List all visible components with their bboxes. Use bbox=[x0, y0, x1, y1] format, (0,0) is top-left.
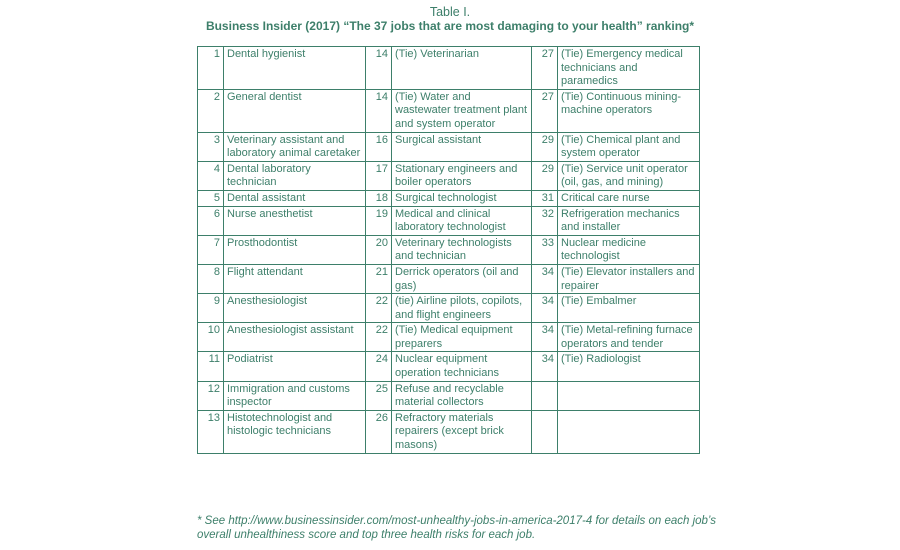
job-cell: (Tie) Continuous mining-machine operators bbox=[558, 89, 700, 132]
rank-cell: 6 bbox=[198, 206, 224, 235]
table-row bbox=[198, 352, 700, 381]
ranking-table bbox=[197, 46, 700, 454]
job-cell: Refrigeration mechanics and installer bbox=[558, 206, 700, 235]
job-cell: (Tie) Medical equipment preparers bbox=[392, 323, 532, 352]
table-row bbox=[198, 235, 700, 264]
rank-cell: 1 bbox=[198, 47, 224, 90]
rank-cell: 22 bbox=[366, 294, 392, 323]
job-cell: (Tie) Water and wastewater treatment plant and system operator bbox=[392, 89, 532, 132]
job-cell: Refractory materials repairers (except brick masons) bbox=[392, 410, 532, 453]
job-cell: Veterinary assistant and laboratory animal caretaker bbox=[224, 132, 366, 161]
job-cell: Nuclear equipment operation technicians bbox=[392, 352, 532, 381]
job-cell: (tie) Airline pilots, copilots, and flight engineers bbox=[392, 294, 532, 323]
cutoff-text-line bbox=[197, 544, 697, 550]
rank-cell: 10 bbox=[198, 323, 224, 352]
rank-cell: 14 bbox=[366, 89, 392, 132]
table-row bbox=[198, 47, 700, 90]
rank-cell: 4 bbox=[198, 161, 224, 190]
rank-cell: 11 bbox=[198, 352, 224, 381]
rank-cell: 21 bbox=[366, 264, 392, 293]
job-cell: Surgical technologist bbox=[392, 190, 532, 206]
table-title: Business Insider (2017) “The 37 jobs that are most damaging to your health” ranking* bbox=[205, 19, 695, 33]
rank-cell: 17 bbox=[366, 161, 392, 190]
rank-cell: 8 bbox=[198, 264, 224, 293]
table-row bbox=[198, 132, 700, 161]
table-row bbox=[198, 323, 700, 352]
rank-cell: 26 bbox=[366, 410, 392, 453]
job-cell: (Tie) Radiologist bbox=[558, 352, 700, 381]
rank-cell: 18 bbox=[366, 190, 392, 206]
rank-cell: 5 bbox=[198, 190, 224, 206]
rank-cell: 29 bbox=[532, 132, 558, 161]
rank-cell: 22 bbox=[366, 323, 392, 352]
rank-cell: 34 bbox=[532, 264, 558, 293]
job-cell: Nuclear medicine technologist bbox=[558, 235, 700, 264]
job-cell: Dental assistant bbox=[224, 190, 366, 206]
job-cell: Dental hygienist bbox=[224, 47, 366, 90]
job-cell: (Tie) Emergency medical technicians and paramedics bbox=[558, 47, 700, 90]
job-cell: Nurse anesthetist bbox=[224, 206, 366, 235]
job-cell: Dental laboratory technician bbox=[224, 161, 366, 190]
rank-cell: 29 bbox=[532, 161, 558, 190]
rank-cell: 7 bbox=[198, 235, 224, 264]
rank-cell: 24 bbox=[366, 352, 392, 381]
table-row bbox=[198, 206, 700, 235]
table-row bbox=[198, 190, 700, 206]
job-cell: Podiatrist bbox=[224, 352, 366, 381]
rank-cell: 12 bbox=[198, 381, 224, 410]
job-cell: (Tie) Service unit operator (oil, gas, and mining) bbox=[558, 161, 700, 190]
job-cell: Refuse and recyclable material collectors bbox=[392, 381, 532, 410]
rank-cell: 31 bbox=[532, 190, 558, 206]
job-cell: Histotechnologist and histologic technicians bbox=[224, 410, 366, 453]
rank-cell bbox=[532, 410, 558, 453]
job-cell: Surgical assistant bbox=[392, 132, 532, 161]
job-cell: Critical care nurse bbox=[558, 190, 700, 206]
rank-cell: 27 bbox=[532, 89, 558, 132]
rank-cell: 14 bbox=[366, 47, 392, 90]
job-cell: (Tie) Chemical plant and system operator bbox=[558, 132, 700, 161]
rank-cell: 20 bbox=[366, 235, 392, 264]
table-row bbox=[198, 89, 700, 132]
table-label: Table I. bbox=[429, 5, 471, 19]
table-row bbox=[198, 264, 700, 293]
job-cell: Flight attendant bbox=[224, 264, 366, 293]
rank-cell: 34 bbox=[532, 323, 558, 352]
rank-cell: 16 bbox=[366, 132, 392, 161]
job-cell: Anesthesiologist assistant bbox=[224, 323, 366, 352]
rank-cell bbox=[532, 381, 558, 410]
job-cell bbox=[558, 381, 700, 410]
job-cell: Immigration and customs inspector bbox=[224, 381, 366, 410]
table-row bbox=[198, 410, 700, 453]
rank-cell: 34 bbox=[532, 352, 558, 381]
rank-cell: 19 bbox=[366, 206, 392, 235]
rank-cell: 25 bbox=[366, 381, 392, 410]
job-cell: Medical and clinical laboratory technologist bbox=[392, 206, 532, 235]
ranking-table-body bbox=[198, 47, 700, 454]
job-cell: Veterinary technologists and technician bbox=[392, 235, 532, 264]
job-cell: Anesthesiologist bbox=[224, 294, 366, 323]
job-cell: Derrick operators (oil and gas) bbox=[392, 264, 532, 293]
rank-cell: 9 bbox=[198, 294, 224, 323]
job-cell: (Tie) Embalmer bbox=[558, 294, 700, 323]
rank-cell: 32 bbox=[532, 206, 558, 235]
job-cell: Stationary engineers and boiler operators bbox=[392, 161, 532, 190]
table-row bbox=[198, 161, 700, 190]
job-cell: General dentist bbox=[224, 89, 366, 132]
rank-cell: 27 bbox=[532, 47, 558, 90]
job-cell: (Tie) Elevator installers and repairer bbox=[558, 264, 700, 293]
rank-cell: 13 bbox=[198, 410, 224, 453]
rank-cell: 33 bbox=[532, 235, 558, 264]
job-cell: (Tie) Veterinarian bbox=[392, 47, 532, 90]
table-row bbox=[198, 381, 700, 410]
job-cell: Prosthodontist bbox=[224, 235, 366, 264]
rank-cell: 3 bbox=[198, 132, 224, 161]
footnote: * See http://www.businessinsider.com/most-unhealthy-jobs-in-america-2017-4 for details on each job’s overall unhealthiness score and top three health risks for each job. bbox=[197, 515, 717, 541]
job-cell bbox=[558, 410, 700, 453]
rank-cell: 34 bbox=[532, 294, 558, 323]
rank-cell: 2 bbox=[198, 89, 224, 132]
job-cell: (Tie) Metal-refining furnace operators and tender bbox=[558, 323, 700, 352]
table-row bbox=[198, 294, 700, 323]
